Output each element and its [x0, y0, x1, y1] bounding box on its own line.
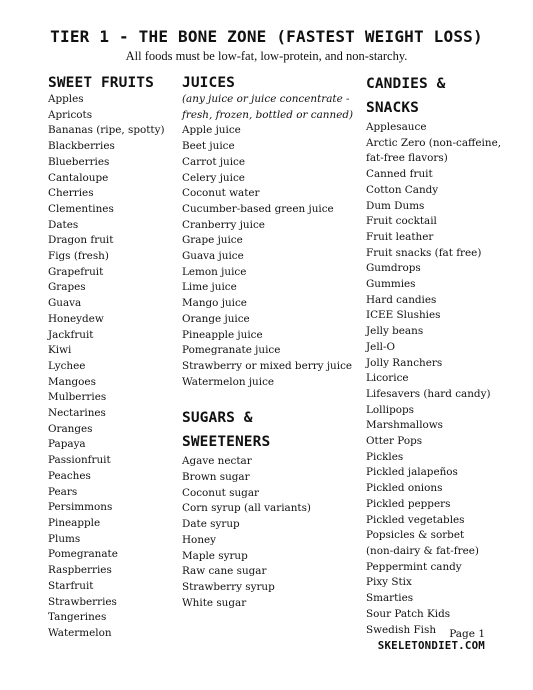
- juice-item: Mango juice: [182, 297, 247, 310]
- fruit-item: Apricots: [48, 108, 93, 121]
- candy-item: Lollipops: [366, 403, 415, 416]
- candy-item: Cotton Candy: [366, 183, 439, 196]
- candy-item: Jell-O: [366, 340, 395, 353]
- candy-item: Jelly beans: [366, 325, 424, 338]
- fruit-item: Passionfruit: [48, 454, 111, 467]
- candy-item: Sour Patch Kids: [366, 607, 451, 620]
- fruit-item: Mangoes: [48, 375, 96, 388]
- sweet-fruits-heading: SWEET FRUITS: [48, 75, 154, 91]
- sweetener-item: Date syrup: [182, 518, 240, 531]
- fruit-item: Cherries: [48, 187, 94, 200]
- fruit-item: Pears: [48, 485, 78, 498]
- juice-item: Carrot juice: [182, 155, 246, 168]
- fruit-item: Dragon fruit: [48, 234, 114, 247]
- juice-item: Lime juice: [182, 281, 237, 294]
- fruit-item: Apples: [48, 93, 84, 105]
- page-number: Page 1: [449, 628, 485, 640]
- juice-item: Orange juice: [182, 312, 250, 325]
- fruit-item: Blackberries: [48, 140, 115, 153]
- candy-item: Popsicles & sorbet: [366, 529, 465, 542]
- fruit-item: Persimmons: [48, 501, 113, 514]
- sweetener-item: Maple syrup: [182, 549, 248, 562]
- juice-item: Guava juice: [182, 250, 244, 263]
- sugars-list: [182, 454, 360, 611]
- candies-heading-line-1: CANDIES &: [366, 76, 446, 92]
- candy-item: Pickled peppers: [366, 497, 451, 510]
- candy-item: Fruit cocktail: [366, 215, 437, 228]
- candy-item: Jolly Ranchers: [366, 356, 443, 369]
- candy-item: Gumdrops: [366, 262, 421, 275]
- fruit-item: Strawberries: [48, 595, 117, 608]
- sugars-heading-line-2: SWEETENERS: [182, 434, 271, 451]
- juices-note-line-2: fresh, frozen, bottled or canned): [182, 108, 354, 121]
- fruit-item: Figs (fresh): [48, 250, 109, 263]
- candy-item: ICEE Slushies: [366, 309, 441, 322]
- candy-item: Licorice: [366, 372, 409, 385]
- candy-item: Fruit leather: [366, 230, 434, 243]
- juices-list: [182, 123, 360, 390]
- website-url: SKELETONDIET.COM: [377, 639, 485, 652]
- candy-item: Pickled vegetables: [366, 513, 465, 526]
- juices-note-line-1: (any juice or juice concentrate -: [182, 93, 350, 105]
- fruit-item: Grapefruit: [48, 265, 104, 278]
- fruit-item: Bananas (ripe, spotty): [48, 124, 165, 137]
- fruit-item: Papaya: [48, 438, 86, 451]
- fruit-item: Oranges: [48, 422, 93, 435]
- candy-item: Lifesavers (hard candy): [366, 387, 491, 400]
- page-title: TIER 1 - THE BONE ZONE (FASTEST WEIGHT LOSS): [50, 27, 483, 46]
- juice-item: Strawberry or mixed berry juice: [182, 359, 353, 372]
- juices-heading: JUICES: [182, 75, 235, 91]
- sugars-heading-line-1: SUGARS &: [182, 410, 253, 427]
- candy-item: Pixy Stix: [366, 576, 412, 589]
- juice-item: Watermelon juice: [182, 375, 275, 388]
- candy-item: Applesauce: [366, 121, 427, 133]
- sweetener-item: White sugar: [182, 596, 247, 609]
- section-spacer: [182, 390, 360, 404]
- candy-item: (non-dairy & fat-free): [366, 544, 479, 557]
- candy-item: Peppermint candy: [366, 560, 462, 573]
- fruit-item: Honeydew: [48, 312, 104, 325]
- candy-item: Dum Dums: [366, 199, 425, 212]
- candy-item: Hard candies: [366, 293, 437, 306]
- juice-item: Beet juice: [182, 140, 235, 153]
- fruit-item: Guava: [48, 297, 82, 310]
- candy-item: Gummies: [366, 278, 416, 291]
- fruit-item: Jackfruit: [48, 328, 94, 341]
- fruit-item: Dates: [48, 218, 79, 231]
- sweet-fruits-column: [48, 72, 173, 642]
- fruit-item: Clementines: [48, 202, 114, 215]
- fruit-item: Cantaloupe: [48, 171, 109, 184]
- candy-item: Otter Pops: [366, 435, 423, 448]
- candy-item: Pickled onions: [366, 482, 443, 495]
- juice-item: Pineapple juice: [182, 328, 263, 341]
- fruit-item: Raspberries: [48, 564, 112, 577]
- candy-item: Arctic Zero (non-caffeine,: [366, 136, 502, 149]
- fruit-item: Mulberries: [48, 391, 107, 404]
- fruit-item: Peaches: [48, 469, 91, 482]
- candies-column: [366, 72, 516, 638]
- juice-item: Pomegranate juice: [182, 344, 281, 357]
- page-subtitle: All foods must be low-fat, low-protein, and non-starchy.: [125, 49, 408, 63]
- candy-item: Marshmallows: [366, 419, 444, 432]
- fruit-item: Nectarines: [48, 407, 106, 420]
- fruit-item: Blueberries: [48, 155, 110, 168]
- candy-item: Pickles: [366, 450, 404, 463]
- fruit-item: Watermelon: [48, 626, 112, 639]
- candy-item: fat-free flavors): [366, 152, 448, 165]
- candy-item: Pickled jalapeños: [366, 466, 458, 479]
- candy-item: Canned fruit: [366, 168, 433, 181]
- sweetener-item: Strawberry syrup: [182, 580, 275, 593]
- sweetener-item: Corn syrup (all variants): [182, 502, 311, 515]
- fruit-item: Grapes: [48, 281, 86, 294]
- fruit-item: Tangerines: [48, 611, 107, 624]
- fruit-item: Lychee: [48, 359, 86, 372]
- fruit-item: Kiwi: [48, 344, 72, 357]
- juice-item: Apple juice: [182, 124, 241, 137]
- juice-item: Celery juice: [182, 171, 245, 184]
- candy-item: Fruit snacks (fat free): [366, 246, 482, 259]
- candy-item: Smarties: [366, 592, 414, 605]
- sweetener-item: Coconut sugar: [182, 486, 259, 499]
- sweetener-item: Agave nectar: [182, 455, 252, 468]
- sweet-fruits-list: [48, 92, 173, 642]
- sweetener-item: Raw cane sugar: [182, 565, 267, 578]
- fruit-item: Starfruit: [48, 579, 94, 592]
- candies-list: [366, 120, 516, 638]
- candies-heading-line-2: SNACKS: [366, 100, 419, 116]
- juices-sugars-column: [182, 72, 360, 611]
- candy-item: Swedish Fish: [366, 623, 437, 636]
- juice-item: Cucumber-based green juice: [182, 202, 334, 215]
- sweetener-item: Brown sugar: [182, 471, 250, 484]
- juice-item: Lemon juice: [182, 265, 247, 278]
- sweetener-item: Honey: [182, 533, 217, 546]
- juice-item: Cranberry juice: [182, 218, 265, 231]
- fruit-item: Plums: [48, 532, 81, 545]
- juice-item: Coconut water: [182, 187, 260, 200]
- juice-item: Grape juice: [182, 234, 243, 247]
- fruit-item: Pineapple: [48, 516, 101, 529]
- fruit-item: Pomegranate: [48, 548, 118, 561]
